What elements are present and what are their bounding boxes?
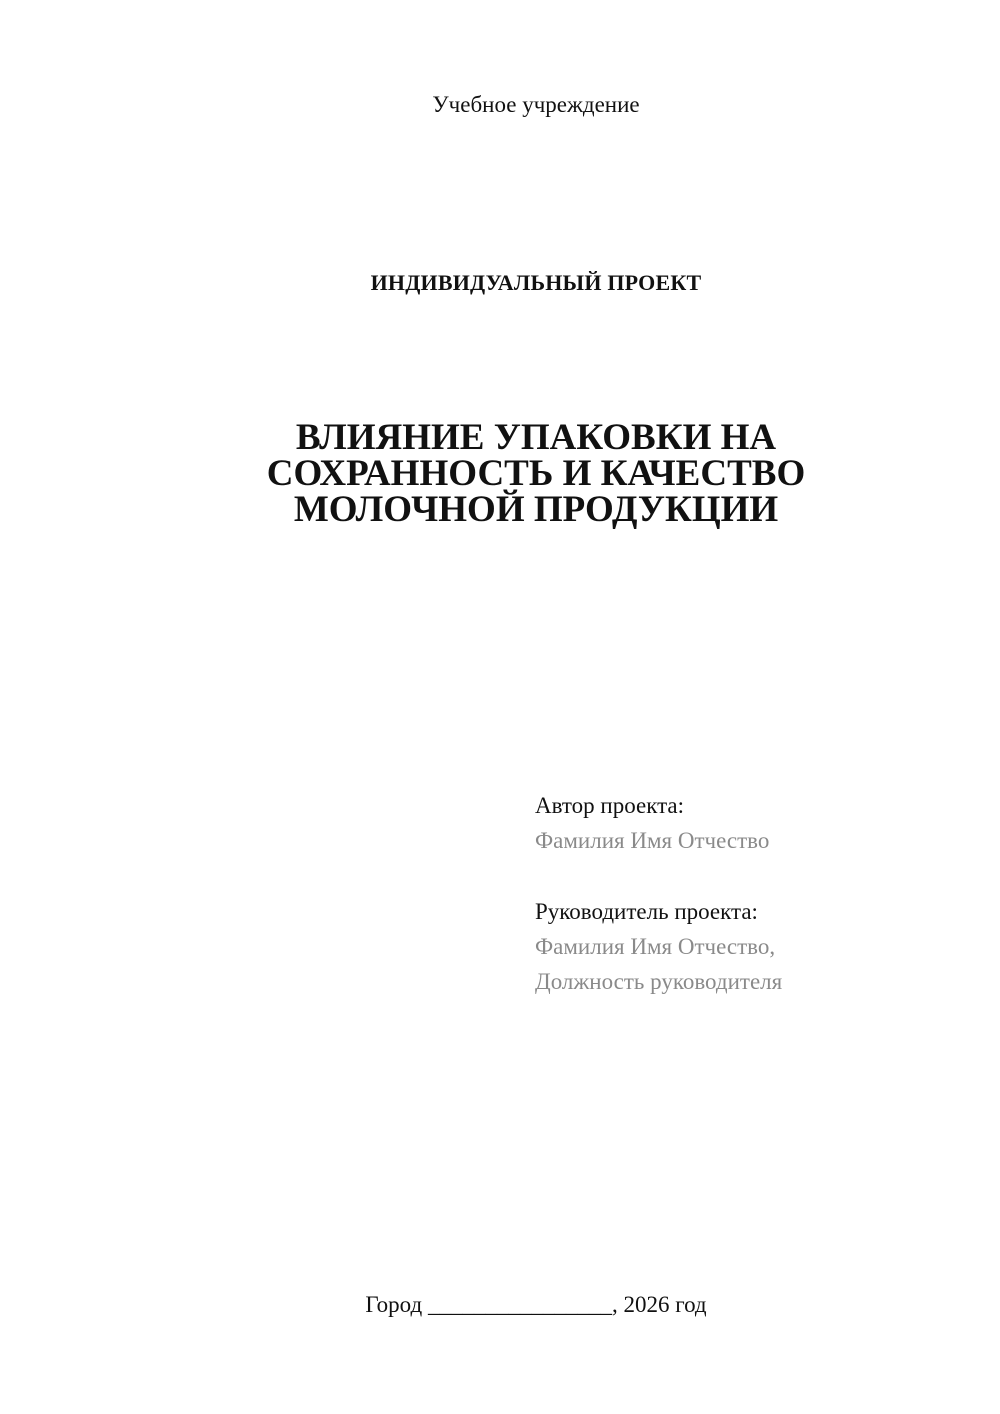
project-title	[0, 417, 1000, 530]
authorship-block	[535, 788, 782, 999]
document-type: ИНДИВИДУАЛЬНЫЙ ПРОЕКТ	[370, 270, 702, 295]
supervisor-label: Руководитель проекта:	[535, 899, 758, 924]
supervisor-name: Фамилия Имя Отчество,	[535, 934, 776, 959]
author-label: Автор проекта:	[535, 793, 684, 818]
project-title-line-1: ВЛИЯНИЕ УПАКОВКИ НА	[295, 417, 777, 458]
institution-name: Учебное учреждение	[432, 92, 640, 117]
spacer	[535, 858, 782, 894]
city-year-footer: Город ________________, 2026 год	[365, 1292, 707, 1317]
project-title-line-3: МОЛОЧНОЙ ПРОДУКЦИИ	[293, 489, 779, 530]
project-title-line-2: СОХРАННОСТЬ И КАЧЕСТВО	[266, 453, 806, 494]
supervisor-position: Должность руководителя	[535, 969, 783, 994]
author-name: Фамилия Имя Отчество	[535, 828, 770, 853]
